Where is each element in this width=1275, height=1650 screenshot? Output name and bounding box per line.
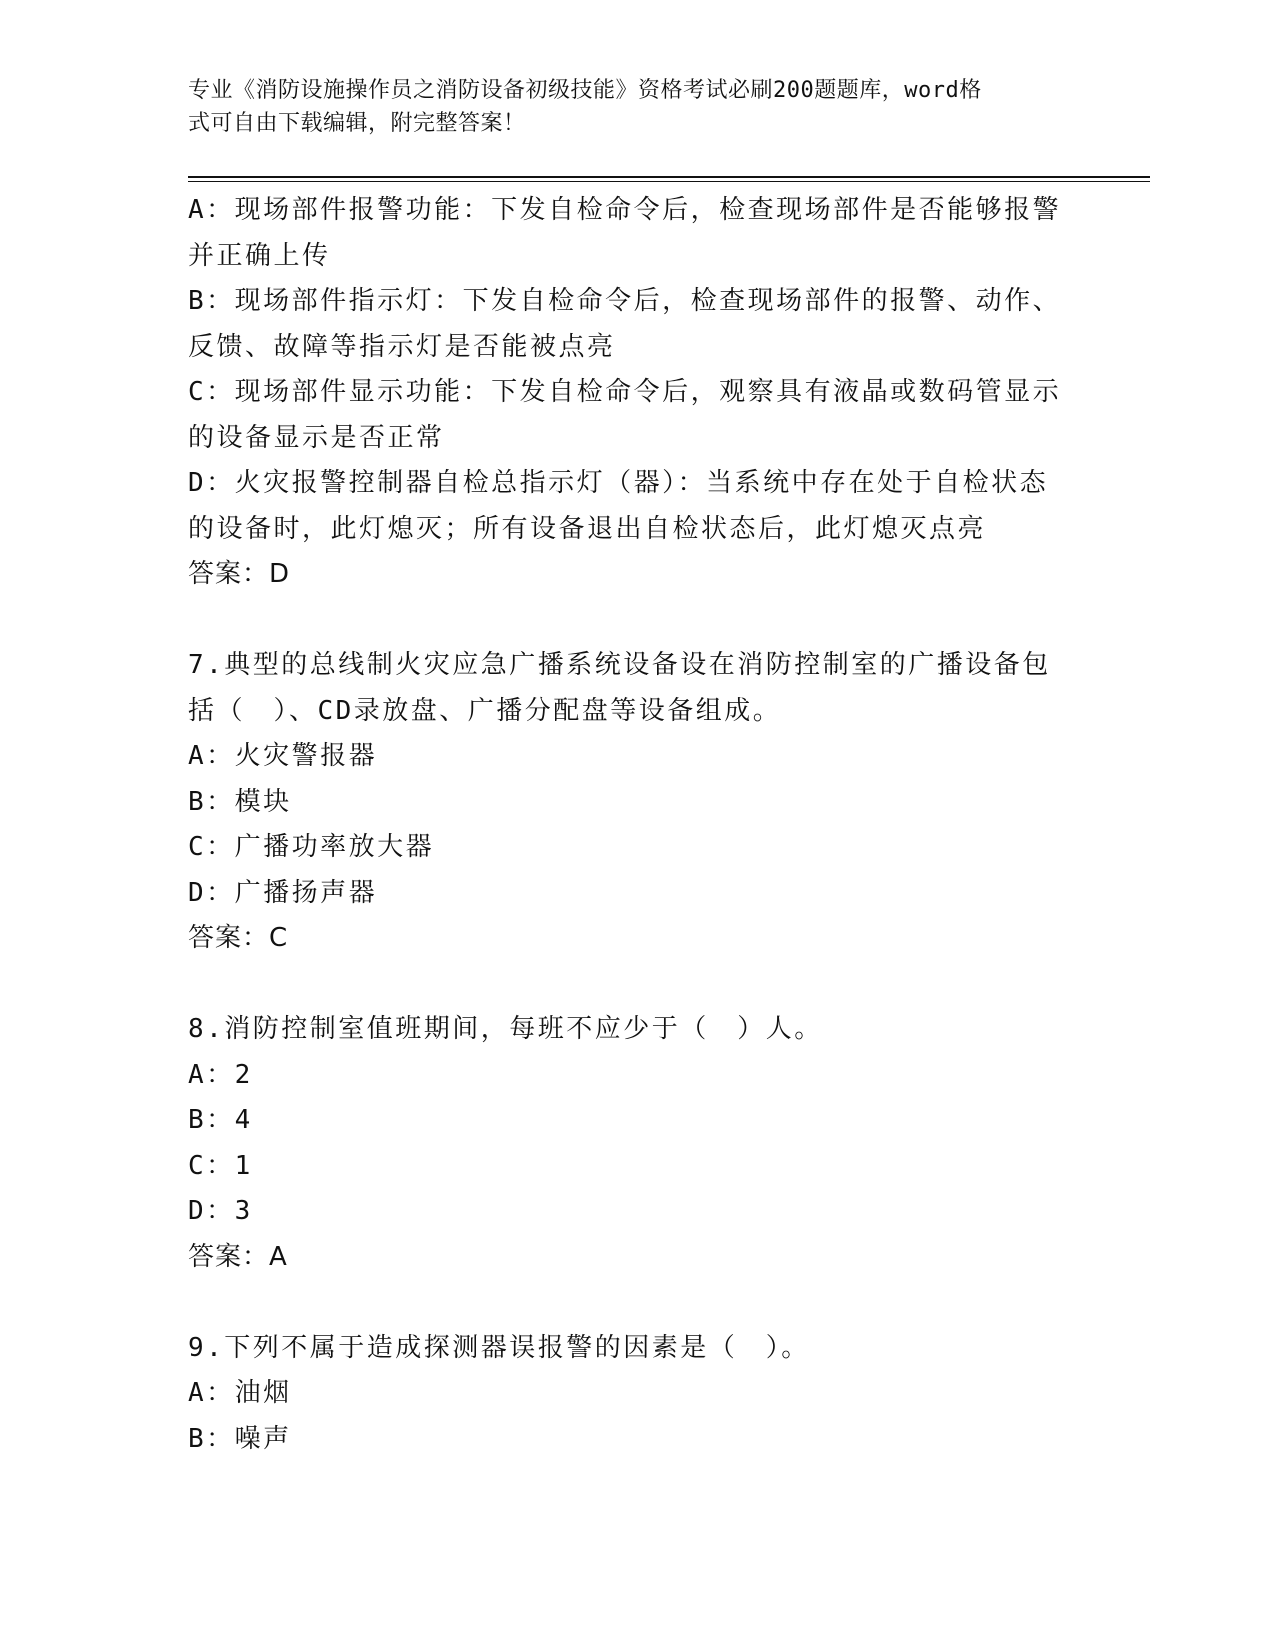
q6-option-d-line-1: D：火灾报警控制器自检总指示灯（器）：当系统中存在处于自检状态 (188, 468, 1049, 498)
q6-option-a-line-1: A：现场部件报警功能：下发自检命令后，检查现场部件是否能够报警 (188, 195, 1062, 225)
question-7 (188, 643, 1088, 962)
q7-option-a: A：火灾警报器 (188, 741, 378, 771)
header-line-2: 式可自由下载编辑，附完整答案！ (188, 111, 526, 136)
q6-option-c-line-1: C：现场部件显示功能：下发自检命令后，观察具有液晶或数码管显示 (188, 377, 1062, 407)
question-6 (188, 188, 1088, 598)
q8-answer: 答案：A (188, 1241, 288, 1272)
q7-option-c: C：广播功率放大器 (188, 832, 435, 862)
q9-option-b: B：噪声 (188, 1423, 292, 1454)
q8-option-d: D：3 (188, 1196, 253, 1226)
question-9 (188, 1326, 1088, 1463)
question-content (188, 188, 1088, 1462)
spacer (188, 962, 1088, 1008)
spacer (188, 1280, 1088, 1326)
q6-answer: 答案：D (188, 559, 291, 589)
q7-option-b: B：模块 (188, 786, 292, 817)
q9-stem: 9.下列不属于造成探测器误报警的因素是（ ）。 (188, 1332, 810, 1363)
document-header (188, 74, 1068, 140)
q8-option-c: C：1 (188, 1150, 253, 1181)
header-rule-thick (188, 176, 1150, 178)
question-8 (188, 1007, 1088, 1280)
q8-stem: 8.消防控制室值班期间，每班不应少于（ ）人。 (188, 1014, 823, 1044)
q6-option-d-line-2: 的设备时，此灯熄灭；所有设备退出自检状态后，此灯熄灭点亮 (188, 513, 987, 544)
q8-option-b: B：4 (188, 1105, 253, 1135)
q7-stem-line-2: 括（ ）、CD录放盘、广播分配盘等设备组成。 (188, 695, 782, 726)
q7-stem-line-1: 7.典型的总线制火灾应急广播系统设备设在消防控制室的广播设备包 (188, 650, 1051, 680)
q8-option-a: A：2 (188, 1059, 253, 1090)
header-line-1: 专业《消防设施操作员之消防设备初级技能》资格考试必刷200题题库，word格 (188, 78, 982, 103)
spacer (188, 598, 1088, 644)
q7-option-d: D：广播扬声器 (188, 877, 378, 908)
header-rule-thin (188, 181, 1150, 182)
q6-option-b-line-1: B：现场部件指示灯：下发自检命令后，检查现场部件的报警、动作、 (188, 286, 1062, 316)
q6-option-b-line-2: 反馈、故障等指示灯是否能被点亮 (188, 331, 616, 362)
q6-option-c-line-2: 的设备显示是否正常 (188, 422, 445, 453)
q9-option-a: A：油烟 (188, 1378, 292, 1408)
q7-answer: 答案：C (188, 923, 289, 953)
q6-option-a-line-2: 并正确上传 (188, 240, 331, 271)
